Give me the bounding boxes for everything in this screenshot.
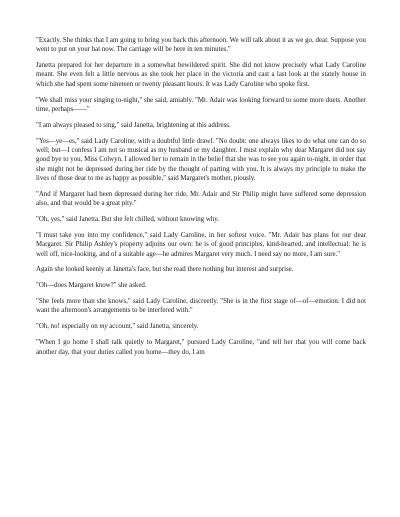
text-run: "Oh, no! especially on <box>36 323 100 331</box>
paragraph: "Exactly. She thinks that I am going to bring you back this afternoon. We will talk about it as we go, dear. Suppose you went to put on your hat now. The carriage will be here in ten minutes." <box>36 37 366 54</box>
document-page <box>36 36 366 363</box>
text-run: account," said Janetta, sincerely. <box>107 323 199 331</box>
paragraph <box>36 322 366 331</box>
paragraph: "We shall miss your singing to-night," she said, amiably. "Mr. Adair was looking forward to some more duets. Another time, perhaps——" <box>36 96 366 113</box>
paragraph: "And if Margaret had been depressed during her ride, Mr. Adair and Sir Philip might have suffered some depression also, and that would be a great pity." <box>36 190 366 208</box>
emphasis-run: my <box>99 323 108 331</box>
paragraph: "Yes—ye—es," said Lady Caroline, with a doubtful little drawl. "No doubt: one always likes to do what one can do so well; but—I confess I am not so musical as my husband or my daughter. I must explain why dear Margaret did not say good bye to you, Miss Colwyn. I allowed her to remain in the belief that she was to see you again to-night, in order that she might not be depressed during her ride by the thought of parting with you. It is always my principle to make the lives of those dear to me as happy as possible," said Margaret's mother, piously. <box>36 137 366 182</box>
paragraph: "Oh—does Margaret know?" she asked. <box>36 282 147 290</box>
paragraph: "Oh, yes," said Janetta. But she felt chilled, without knowing why. <box>36 216 219 224</box>
paragraph: "I am always pleased to sing," said Janetta, brightening at this address. <box>36 121 231 129</box>
paragraph: Janetta prepared for her departure in a somewhat bewildered spirit. She did not know precisely what Lady Caroline meant. She even felt a little nervous as she took her place in the victoria and cast a last look at the stately house in which she had spent some nineteen or twenty pleasant hours. It was Lady Caroline who spoke first. <box>36 62 366 88</box>
paragraph: "I must take you into my confidence," said Lady Caroline, in her softest voice. "Mr. Adair has plans for our dear Margaret. Sir Philip Ashley's property adjoins our own: he is of good principles, kind-hearted, and intellectual: he is well off, nice-looking, and of a suitable age—he admires Margaret very much. I need say no more, I am sure." <box>36 231 366 258</box>
paragraph: "She feels more than she knows," said Lady Caroline, discreetly. "She is in the first stage of—of—emotion. I did not want the afternoon's arrangements to be interfered with." <box>36 298 366 315</box>
paragraph: Again she looked keenly at Janetta's face, but she read there nothing but interest and surprise. <box>36 266 294 274</box>
paragraph: "When I go home I shall talk quietly to Margaret," pursued Lady Caroline, "and tell her that you will come back another day, that your duties called you home—they do, I am <box>36 339 366 356</box>
